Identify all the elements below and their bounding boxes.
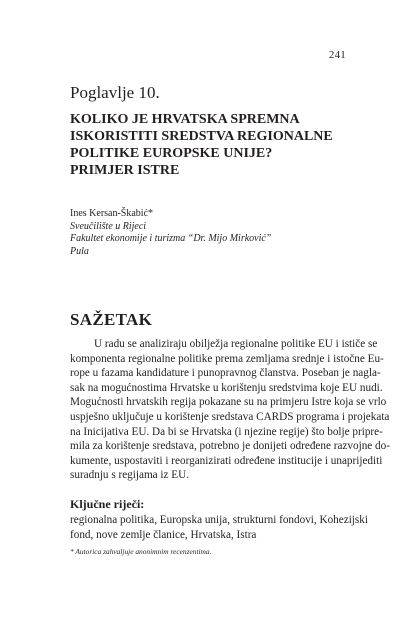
abstract-line: U radu se analiziraju obilježja regionalne politike EU i ističe se: [94, 338, 378, 350]
footnote: * Autorica zahvaljuje anonimnim recenzentima.: [70, 547, 212, 556]
author-name: Ines Kersan-Škabić*: [70, 208, 154, 219]
keywords-line: regionalna politika, Europska unija, strukturni fondovi, Kohezijski: [70, 514, 368, 526]
abstract-line: Mogućnosti hrvatskih regija pokazane su na primjeru Istre koja se vrlo: [70, 396, 387, 409]
affiliation-university: Sveučilište u Rijeci: [70, 220, 147, 232]
keywords-heading: Ključne riječi:: [70, 497, 145, 511]
page-number: 241: [328, 49, 346, 61]
abstract-line: uspješno uključuje u korištenje sredstava CARDS programa i projekata: [70, 410, 390, 423]
affiliation-faculty: Fakultet ekonomije i turizma “Dr. Mijo Mirković”: [70, 233, 272, 244]
affiliation-city: Pula: [70, 245, 89, 257]
chapter-title: [70, 111, 370, 179]
abstract-heading: SAŽETAK: [70, 310, 153, 329]
title-line: ISKORISTITI SREDSTVA REGIONALNE: [70, 129, 333, 144]
keywords-line: fond, nove zemlje članice, Hrvatska, Istra: [70, 528, 257, 541]
abstract-line: na Inicijativa EU. Da bi se Hrvatska (i njezine regije) što bolje pripre-: [70, 425, 383, 438]
abstract-line: suradnju s regijama iz EU.: [70, 469, 189, 482]
abstract-line: kumente, uspostaviti i reorganizirati određene institucije i unaprijediti: [70, 454, 383, 467]
title-line: PRIMJER ISTRE: [70, 163, 180, 178]
abstract-line: rope u fazama kandidature i punopravnog članstva. Poseban je nagla-: [70, 367, 381, 380]
abstract-line: mila za korištenje sredstava, potrebno je donijeti određene razvojne do-: [70, 440, 390, 453]
chapter-label: Poglavlje 10.: [70, 83, 160, 102]
title-line: POLITIKE EUROPSKE UNIJE?: [70, 146, 273, 161]
keywords-text: [70, 513, 368, 542]
abstract-line: sak na mogućnostima Hrvatske u korištenju sredstvima koje EU nudi.: [70, 381, 383, 394]
abstract-text: [70, 337, 390, 483]
abstract-line: komponenta regionalne politike prema zemljama srednje i istočne Eu-: [70, 352, 384, 365]
author-block: [70, 208, 271, 258]
title-line: KOLIKO JE HRVATSKA SPREMNA: [70, 112, 300, 127]
